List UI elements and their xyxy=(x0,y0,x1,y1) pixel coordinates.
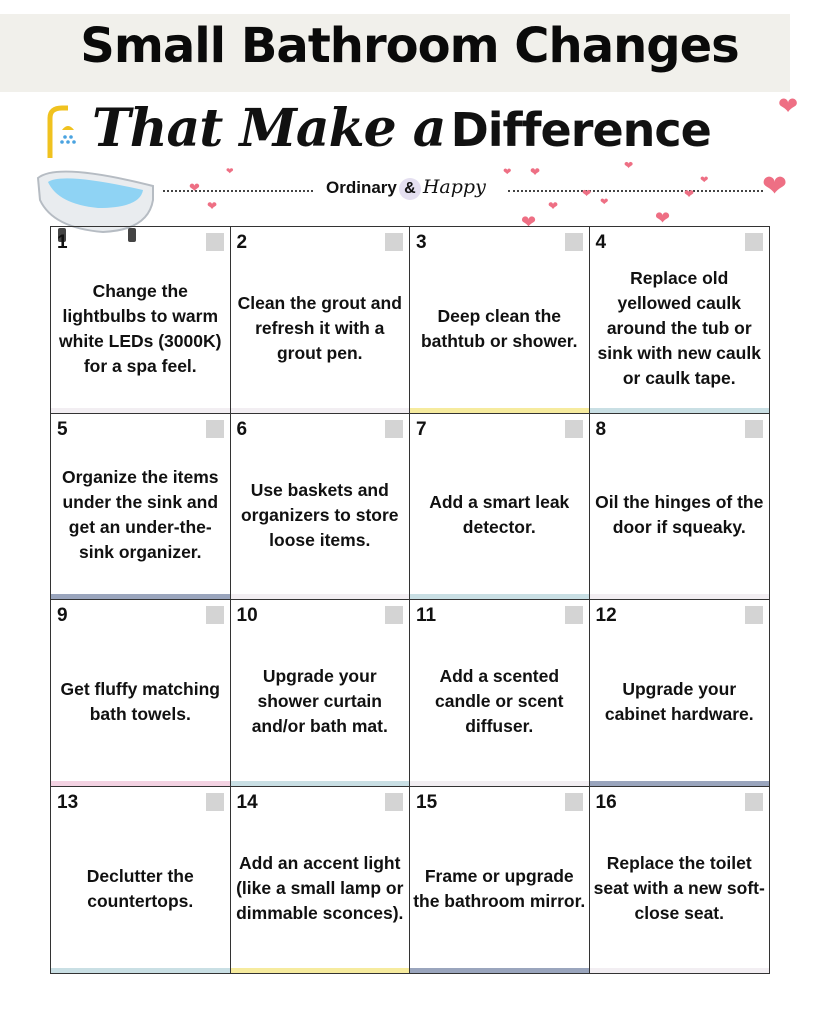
heart-icon: ❤ xyxy=(600,197,609,208)
task-number: 14 xyxy=(236,791,258,813)
task-checkbox[interactable] xyxy=(565,606,583,624)
task-number: 11 xyxy=(416,605,437,626)
task-checkbox[interactable] xyxy=(745,606,763,624)
checklist-grid xyxy=(50,226,770,974)
heart-icon: ❤ xyxy=(762,169,788,204)
heart-icon: ❤ xyxy=(503,167,512,178)
task-number: 2 xyxy=(236,232,248,253)
task-cell xyxy=(410,787,590,974)
task-text: Get fluffy matching bath towels. xyxy=(60,678,220,724)
task-text: Add an accent light (like a small lamp or dimmable sconces). xyxy=(236,853,404,924)
task-cell xyxy=(590,787,770,974)
divider-left xyxy=(163,190,313,192)
task-number: 3 xyxy=(416,232,427,253)
task-number: 16 xyxy=(595,791,617,813)
heart-icon: ❤ xyxy=(778,92,799,120)
brand-logo xyxy=(326,176,496,206)
task-checkbox[interactable] xyxy=(745,793,763,811)
task-text: Change the lightbulbs to warm white LEDs (3000K) for a spa feel. xyxy=(59,280,222,376)
task-number: 10 xyxy=(236,605,258,626)
task-text: Add a scented candle or scent diffuser. xyxy=(435,666,564,737)
task-text: Organize the items under the sink and get an under-the-sink organizer. xyxy=(61,467,219,563)
page-subtitle xyxy=(92,98,792,168)
task-text: Oil the hinges of the door if squeaky. xyxy=(595,492,764,538)
task-checkbox[interactable] xyxy=(745,233,763,251)
color-bar xyxy=(231,781,410,786)
task-checkbox[interactable] xyxy=(385,420,403,438)
task-text: Add a smart leak detector. xyxy=(429,492,570,538)
task-text: Upgrade your cabinet hardware. xyxy=(604,678,754,724)
task-checkbox[interactable] xyxy=(565,793,583,811)
task-number: 7 xyxy=(416,418,427,440)
task-text: Replace the toilet seat with a new soft-close seat. xyxy=(593,853,765,924)
heart-icon: ❤ xyxy=(226,167,234,177)
task-checkbox[interactable] xyxy=(206,606,224,624)
heart-icon: ❤ xyxy=(582,187,592,200)
task-cell xyxy=(590,600,770,787)
task-number: 9 xyxy=(57,605,68,626)
task-checkbox[interactable] xyxy=(565,420,583,438)
task-text: Replace old yellowed caulk around the tub or sink with new caulk or caulk tape. xyxy=(597,268,761,389)
color-bar xyxy=(410,408,589,413)
color-bar xyxy=(51,968,230,973)
task-checkbox[interactable] xyxy=(745,420,763,438)
task-checkbox[interactable] xyxy=(206,420,224,438)
task-text: Upgrade your shower curtain and/or bath mat. xyxy=(251,666,388,737)
heart-icon: ❤ xyxy=(207,199,218,213)
task-number: 12 xyxy=(595,605,617,626)
task-cell xyxy=(51,414,231,601)
heart-icon: ❤ xyxy=(521,212,537,233)
task-number: 6 xyxy=(236,418,248,440)
page-title: Small Bathroom Changes xyxy=(80,18,739,74)
subtitle-bold: Difference xyxy=(450,103,711,157)
heart-icon: ❤ xyxy=(530,165,541,179)
color-bar xyxy=(410,594,589,599)
task-text: Use baskets and organizers to store loose items. xyxy=(240,479,399,550)
brand-amp: & xyxy=(399,178,421,200)
task-checkbox[interactable] xyxy=(565,233,583,251)
color-bar xyxy=(51,408,230,413)
color-bar xyxy=(231,968,410,973)
task-cell xyxy=(410,414,590,601)
task-checkbox[interactable] xyxy=(206,793,224,811)
task-cell xyxy=(590,414,770,601)
brand-left: Ordinary xyxy=(326,178,397,197)
color-bar xyxy=(590,408,770,413)
task-text: Frame or upgrade the bathroom mirror. xyxy=(413,865,586,911)
task-cell xyxy=(410,600,590,787)
heart-icon: ❤ xyxy=(624,159,634,172)
heart-icon: ❤ xyxy=(548,199,559,213)
color-bar xyxy=(410,968,589,973)
color-bar xyxy=(231,408,410,413)
heart-icon: ❤ xyxy=(189,181,200,196)
task-number: 4 xyxy=(595,232,607,253)
task-cell xyxy=(590,227,770,414)
task-number: 1 xyxy=(57,232,68,253)
task-cell xyxy=(231,227,411,414)
subtitle-italic: That Make a xyxy=(92,98,446,159)
task-number: 15 xyxy=(416,791,438,813)
color-bar xyxy=(410,781,589,786)
task-text: Clean the grout and refresh it with a grout pen. xyxy=(237,293,402,364)
divider-right xyxy=(508,190,763,192)
task-cell xyxy=(51,600,231,787)
task-checkbox[interactable] xyxy=(206,233,224,251)
color-bar xyxy=(590,594,770,599)
task-number: 8 xyxy=(595,418,607,440)
task-checkbox[interactable] xyxy=(385,606,403,624)
task-cell xyxy=(51,787,231,974)
task-cell xyxy=(231,414,411,601)
heart-icon: ❤ xyxy=(684,187,695,201)
task-text: Declutter the countertops. xyxy=(86,865,194,911)
task-cell xyxy=(51,227,231,414)
heart-icon: ❤ xyxy=(700,175,709,186)
task-cell xyxy=(231,600,411,787)
task-checkbox[interactable] xyxy=(385,793,403,811)
color-bar xyxy=(51,781,230,786)
task-number: 13 xyxy=(57,791,79,813)
task-cell xyxy=(410,227,590,414)
heart-icon: ❤ xyxy=(655,208,671,229)
color-bar xyxy=(231,594,410,599)
task-number: 5 xyxy=(57,418,68,440)
color-bar xyxy=(590,968,770,973)
color-bar xyxy=(590,781,770,786)
task-text: Deep clean the bathtub or shower. xyxy=(420,305,578,351)
color-bar xyxy=(51,594,230,599)
brand-right: Happy xyxy=(422,176,486,198)
task-checkbox[interactable] xyxy=(385,233,403,251)
task-cell xyxy=(231,787,411,974)
